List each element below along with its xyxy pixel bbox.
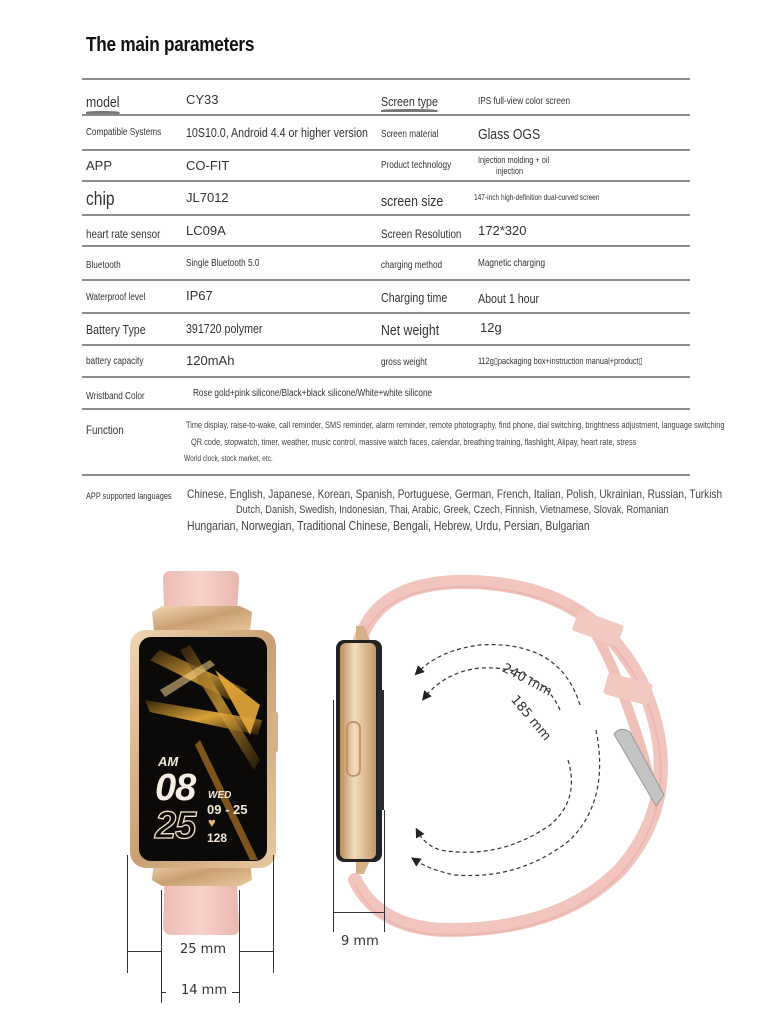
param-value-charging-method: Magnetic charging (478, 258, 546, 269)
param-value-battery-type: 391720 polymer (186, 321, 263, 336)
param-label-languages: APP supported languages (86, 491, 172, 501)
param-value-compatible-systems: 10S10.0, Android 4.4 or higher version (186, 125, 368, 140)
strap-short-length-label: 185 mm (507, 692, 554, 744)
param-label-model: model (86, 94, 120, 111)
param-label-product-technology: Product technology (381, 160, 452, 171)
watch-hour: 08 (155, 767, 196, 809)
watch-minute: 25 (155, 805, 196, 847)
param-label-screen-type: Screen type (381, 94, 438, 109)
strap-width-label: 14 mm (181, 983, 228, 998)
param-label-heart-rate-sensor: heart rate sensor (86, 227, 161, 241)
param-label-waterproof-level: Waterproof level (86, 292, 146, 303)
param-value-screen-material: Glass OGS (478, 126, 541, 143)
param-label-charging-method: charging method (381, 260, 443, 271)
language-line: Dutch, Danish, Swedish, Indonesian, Thai, Arabic, Greek, Czech, Finnish, Vietnamese, Slovak, Romanian (236, 504, 669, 516)
param-value-waterproof-level: IP67 (186, 288, 213, 303)
param-value-charging-time: About 1 hour (478, 291, 540, 306)
param-value-screen-resolution: 172*320 (478, 223, 527, 238)
param-label-screen-material: Screen material (381, 129, 439, 140)
strap-long-length-label: 240 mm (499, 660, 555, 700)
watch-heart-rate: 128 (207, 831, 228, 845)
param-label-battery-capacity: battery capacity (86, 356, 144, 367)
param-value-screen-type: IPS full-view color screen (478, 96, 571, 107)
param-label-wristband-color: Wristband Color (86, 391, 145, 402)
watch-weekday: WED (208, 790, 232, 801)
function-line: Time display, raise-to-wake, call reminder, SMS reminder, alarm reminder, remote photography, find phone, dial switching, brightness adjustment, language switching (186, 420, 725, 430)
param-value-app: CO-FIT (186, 158, 230, 173)
param-value-chip: JL7012 (186, 190, 229, 205)
param-label-charging-time: Charging time (381, 290, 448, 305)
param-label-net-weight: Net weight (381, 322, 440, 339)
param-label-screen-resolution: Screen Resolution (381, 227, 462, 241)
thickness-label: 9 mm (341, 934, 379, 949)
param-value-screen-size: 147-inch high-definition dual-curved screen (474, 193, 600, 202)
function-line: World clock, stock market, etc. (184, 454, 273, 463)
param-label-screen-size: screen size (381, 193, 444, 210)
param-value-bluetooth: Single Bluetooth 5.0 (186, 258, 260, 269)
param-label-chip: chip (86, 189, 115, 210)
language-line: Chinese, English, Japanese, Korean, Spanish, Portuguese, German, French, Italian, Polish, Ukrainian, Russian, Turkish (187, 487, 723, 501)
param-label-gross-weight: gross weight (381, 357, 428, 368)
param-label-bluetooth: Bluetooth (86, 260, 121, 271)
watch-date: 09 - 25 (207, 802, 248, 817)
param-label-app: APP (86, 158, 113, 173)
dimension-line (384, 810, 385, 932)
param-value-model: CY33 (186, 92, 219, 107)
case-width-label: 25 mm (180, 942, 227, 957)
watch-ampm: AM (158, 754, 179, 769)
param-value-product-technology-2: injection (496, 166, 524, 176)
param-label-compatible-systems: Compatible Systems (86, 127, 162, 138)
param-value-wristband-color: Rose gold+pink silicone/Black+black silicone/White+white silicone (193, 388, 433, 399)
dimension-line (333, 700, 334, 932)
param-value-net-weight: 12g (480, 320, 502, 335)
param-label-battery-type: Battery Type (86, 322, 146, 337)
function-line: QR code, stopwatch, timer, weather, music control, massive watch faces, calendar, breathing training, flashlight, Alipay, heart rate, stress (191, 437, 637, 447)
page-title: The main parameters (86, 34, 255, 56)
language-line: Hungarian, Norwegian, Traditional Chinese, Bengali, Hebrew, Urdu, Persian, Bulgarian (187, 519, 590, 533)
param-value-product-technology-1: Injection molding + oil (478, 155, 550, 165)
heart-icon: ♥ (208, 815, 216, 830)
param-value-heart-rate-sensor: LC09A (186, 223, 226, 238)
param-value-gross-weight: 112g▯packaging box+instruction manual+product▯ (478, 356, 643, 366)
dimension-line (333, 912, 384, 913)
param-value-battery-capacity: 120mAh (186, 353, 235, 368)
param-label-function: Function (86, 423, 124, 437)
